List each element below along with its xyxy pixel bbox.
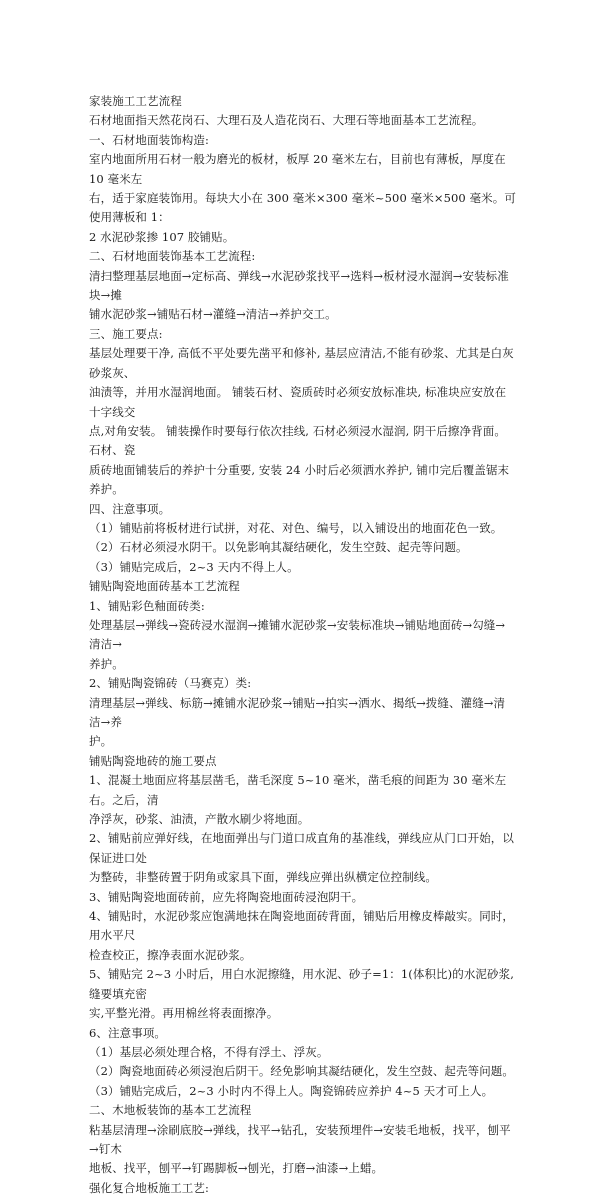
- text-line: 清理基层→弹线、标筋→摊铺水泥砂浆→铺贴→拍实→洒水、揭纸→拨缝、灌缝→清洁→养: [89, 695, 506, 729]
- text-line: 净浮灰，砂浆、油渍，产散水刷少将地面。: [89, 812, 310, 827]
- subsection-heading: 6、注意事项。: [89, 1025, 167, 1040]
- text-line: 护。: [89, 734, 113, 749]
- text-line: 强化复合地板施工工艺:: [89, 1180, 209, 1195]
- text-line: 右，适于家庭装饰用。每块大小在 300 毫米×300 毫米~500 毫米×500 毫米。可使用薄板和 1：: [89, 191, 516, 225]
- section-heading: 二、木地板装饰的基本工艺流程: [89, 1103, 252, 1118]
- list-item: （3）铺贴完成后，2~3 天内不得上人。: [89, 559, 299, 574]
- section-heading: 四、注意事项。: [89, 501, 171, 516]
- text-line: 点,对角安装。 铺装操作时要每行依次挂线, 石材必须浸水湿润, 阴干后擦净背面。 石材、瓷: [89, 423, 506, 458]
- list-item: （2）石材必须浸水阴干。以免影响其凝结硬化，发生空鼓、起壳等问题。: [89, 540, 468, 555]
- text-line: 5、铺贴完 2~3 小时后，用白水泥擦缝，用水泥、砂子=1：1(体积比)的水泥砂浆,缝要填充密: [89, 967, 514, 1001]
- list-item: （2）陶瓷地面砖必须浸泡后阴干。经免影响其凝结硬化，发生空鼓、起壳等问题。: [89, 1064, 515, 1079]
- doc-title: 家装施工工艺流程: [89, 94, 182, 108]
- text-line: 基层处理要干净, 高低不平处要先凿平和修补, 基层应清洁,不能有砂浆、尤其是白灰砂浆灰、: [89, 346, 514, 380]
- text-line: 铺水泥砂浆→铺贴石材→灌缝→清洁→养护交工。: [89, 307, 337, 322]
- section-heading: 铺贴陶瓷地砖的施工要点: [89, 753, 217, 768]
- list-item: （1）铺贴前将板材进行试拼，对花、对色、编号，以入铺设出的地面花色一致。: [89, 520, 503, 535]
- section-heading: 三、施工要点:: [89, 326, 163, 341]
- text-line: 2、铺贴前应弹好线，在地面弹出与门道口成直角的基准线，弹线应从门口开始，以保证进口处: [89, 831, 515, 865]
- subsection-heading: 2、铺贴陶瓷锦砖（马赛克）类:: [89, 676, 252, 691]
- text-line: 室内地面所用石材一般为磨光的板材，板厚 20 毫米左右，目前也有薄板，厚度在 10 毫米左: [89, 152, 506, 186]
- text-line: 油渍等，并用水湿润地面。 铺装石材、瓷质砖时必须安放标准块, 标准块应安放在十字线交: [89, 385, 507, 419]
- text-line: 为整砖，非整砖置于阴角或家具下面，弹线应弹出纵横定位控制线。: [89, 870, 437, 885]
- text-line: 实,平整光滑。再用棉丝将表面擦净。: [89, 1006, 279, 1021]
- text-line: 检查校正，擦净表面水泥砂浆。: [89, 947, 252, 962]
- text-line: 养护。: [89, 656, 124, 671]
- section-heading: 二、石材地面装饰基本工艺流程:: [89, 249, 256, 264]
- subsection-heading: 1、铺贴彩色釉面砖类:: [89, 598, 205, 613]
- section-heading: 一、石材地面装饰构造:: [89, 132, 209, 147]
- text-line: 地板、找平，刨平→钉踢脚板→刨光，打磨→油漆→上蜡。: [89, 1161, 384, 1176]
- text-line: 清扫整理基层地面→定标高、弹线→水泥砂浆找平→选料→板材浸水湿润→安装标准块→摊: [89, 268, 509, 303]
- text-line: 1、混凝土地面应将基层凿毛，凿毛深度 5~10 毫米，凿毛痕的间距为 30 毫米左右。之后，清: [89, 773, 507, 807]
- text-line: 处理基层→弹线→瓷砖浸水湿润→摊铺水泥砂浆→安装标准块→铺贴地面砖→勾缝→清洁→: [89, 617, 506, 652]
- section-heading: 铺贴陶瓷地面砖基本工艺流程: [89, 579, 240, 594]
- text-line: 4、铺贴时，水泥砂浆应饱满地抹在陶瓷地面砖背面，铺贴后用橡皮棒敲实。同时，用水平尺: [89, 909, 515, 943]
- list-item: （1）基层必须处理合格，不得有浮土、浮灰。: [89, 1044, 329, 1059]
- text-line: 质砖地面铺装后的养护十分重要, 安装 24 小时后必须洒水养护, 铺巾完后覆盖锯末养护。: [89, 462, 510, 497]
- list-item: （3）铺贴完成后，2~3 小时内不得上人。陶瓷锦砖应养护 4~5 天才可上人。: [89, 1083, 494, 1098]
- intro-paragraph: 石材地面指天然花岗石、大理石及人造花岗石、大理石等地面基本工艺流程。: [89, 113, 484, 128]
- text-line: 粘基层清理→涂刷底胶→弹线，找平→钻孔，安装预埋件→安装毛地板，找平，刨平→钉木: [89, 1122, 511, 1156]
- text-line: 3、铺贴陶瓷地面砖前，应先将陶瓷地面砖浸泡阴干。: [89, 889, 364, 904]
- text-line: 2 水泥砂浆掺 107 胶铺贴。: [89, 229, 235, 244]
